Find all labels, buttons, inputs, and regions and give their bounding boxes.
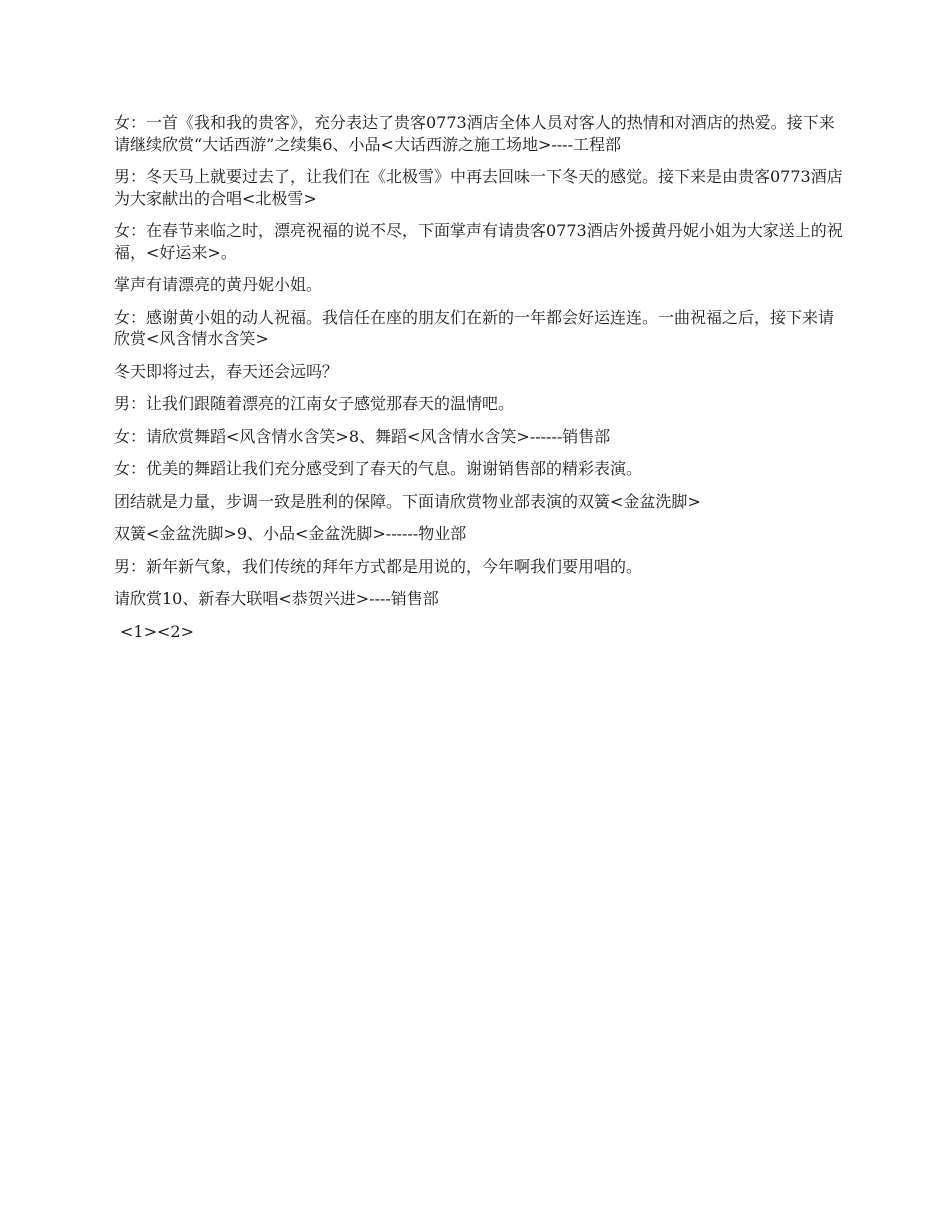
paragraph: 女：感谢黄小姐的动人祝福。我信任在座的朋友们在新的一年都会好运连连。一曲祝福之后，接下来请欣赏<风含情水含笑> [114,307,835,348]
paragraph: 女：一首《我和我的贵客》，充分表达了贵客0773酒店全体人员对客人的热情和对酒店的热爱。接下来请继续欣赏“大话西游”之续集6、小品<大话西游之施工场地>----工程部 [114,113,835,154]
paragraph: 女：请欣赏舞蹈<风含情水含笑>8、舞蹈<风含情水含笑>------销售部 [114,426,611,446]
paragraph: 男：让我们跟随着漂亮的江南女子感觉那春天的温情吧。 [114,394,515,413]
paragraph: 女：在春节来临之时，漂亮祝福的说不尽，下面掌声有请贵客0773酒店外援黄丹妮小姐为大家送上的祝福，<好运来>。 [114,221,843,262]
paragraph: 团结就是力量，步调一致是胜利的保障。下面请欣赏物业部表演的双簧<金盆洗脚> [114,491,701,511]
paragraph: 男：冬天马上就要过去了，让我们在《北极雪》中再去回味一下冬天的感觉。接下来是由贵客0773酒店为大家献出的合唱<北极雪> [114,167,843,208]
paragraph: 女：优美的舞蹈让我们充分感受到了春天的气息。谢谢销售部的精彩表演。 [114,459,643,478]
document-body [114,112,844,642]
pagination[interactable]: <1><2> [120,621,194,641]
paragraph: 冬天即将过去，春天还会远吗？ [114,361,339,381]
paragraph: 请欣赏10、新春大联唱<恭贺兴进>----销售部 [114,589,439,608]
paragraph: 双簧<金盆洗脚>9、小品<金盆洗脚>------物业部 [114,524,467,543]
paragraph: 掌声有请漂亮的黄丹妮小姐。 [114,275,323,294]
paragraph: 男：新年新气象，我们传统的拜年方式都是用说的，今年啊我们要用唱的。 [114,556,643,576]
